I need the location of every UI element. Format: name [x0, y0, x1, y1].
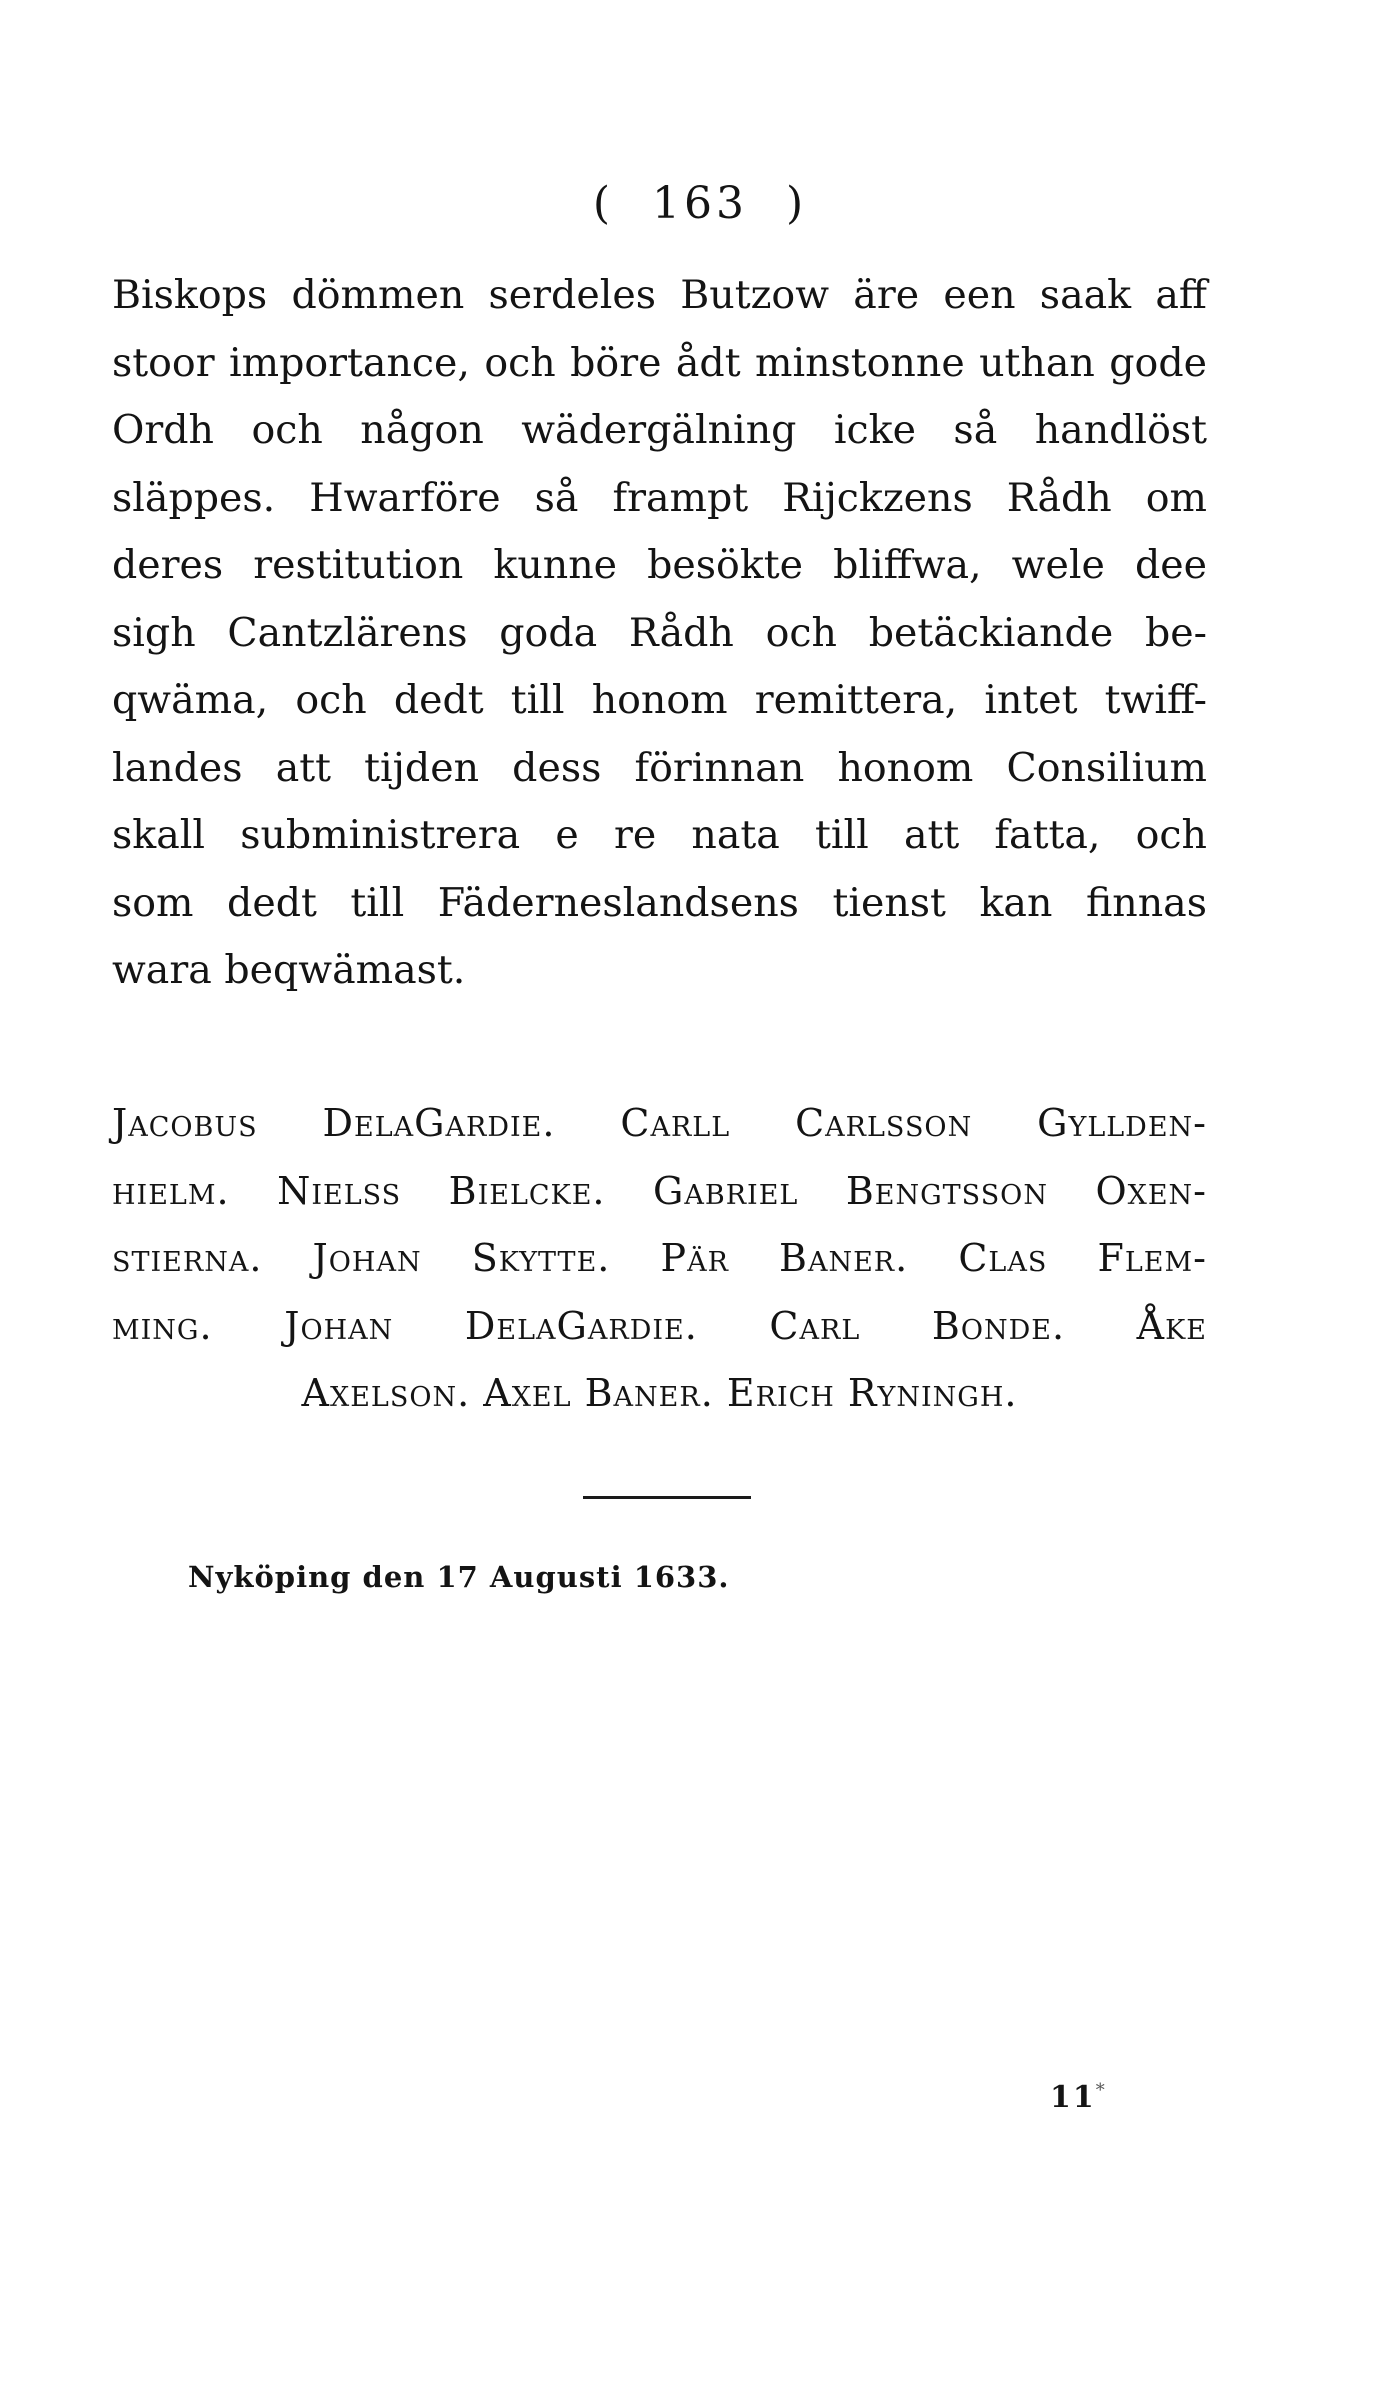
body-line: wara beqwämast.: [112, 947, 466, 993]
signatories-line: stierna. Johan Skytte. Pär Baner. Clas Flem-: [112, 1236, 1207, 1280]
signatories-line: Jacobus DelaGardie. Carll Carlsson Gyllden-: [112, 1101, 1207, 1145]
body-line: deres restitution kunne besökte bliffwa, wele dee: [112, 542, 1207, 588]
signatories-line: ming. Johan DelaGardie. Carl Bonde. Åke: [112, 1303, 1207, 1348]
body-line: landes att tijden dess förinnan honom Consilium: [112, 744, 1207, 791]
close-paren: ): [785, 178, 808, 229]
signature-mark-star: *: [1095, 2080, 1107, 2101]
body-line: som dedt till Fäderneslandsens tienst kan finnas: [112, 879, 1207, 926]
open-paren: (: [592, 178, 614, 229]
signatories-block: [112, 1090, 1207, 1428]
body-line: stoor importance, och böre ådt minstonne uthan gode: [112, 339, 1207, 386]
body-line: Biskops dömmen serdeles Butzow äre een saak aff: [112, 272, 1207, 318]
body-line: släppes. Hwarföre så frampt Rijckzens Rådh om: [112, 474, 1207, 521]
body-line: qwäma, och dedt till honom remittera, intet twiff-: [112, 677, 1207, 723]
page-number: 163: [652, 178, 748, 229]
signatories-line: hielm. Nielss Bielcke. Gabriel Bengtsson Oxen-: [112, 1168, 1207, 1213]
place-date-line: Nyköping den 17 Augusti 1633.: [188, 1560, 730, 1594]
signatories-line: Axelson. Axel Baner. Erich Ryningh.: [301, 1371, 1018, 1415]
body-line: Ordh och någon wädergälning icke så handlöst: [112, 407, 1207, 453]
body-line: skall subministrera e re nata till att fatta, och: [112, 812, 1207, 858]
body-line: sigh Cantzlärens goda Rådh och betäckiande be-: [112, 609, 1207, 656]
printer-signature-mark: [1050, 2080, 1107, 2115]
body-paragraph: [112, 262, 1207, 1005]
signature-mark-number: 11: [1050, 2080, 1096, 2115]
page-header: [0, 178, 1400, 229]
section-divider-rule: [583, 1496, 751, 1499]
